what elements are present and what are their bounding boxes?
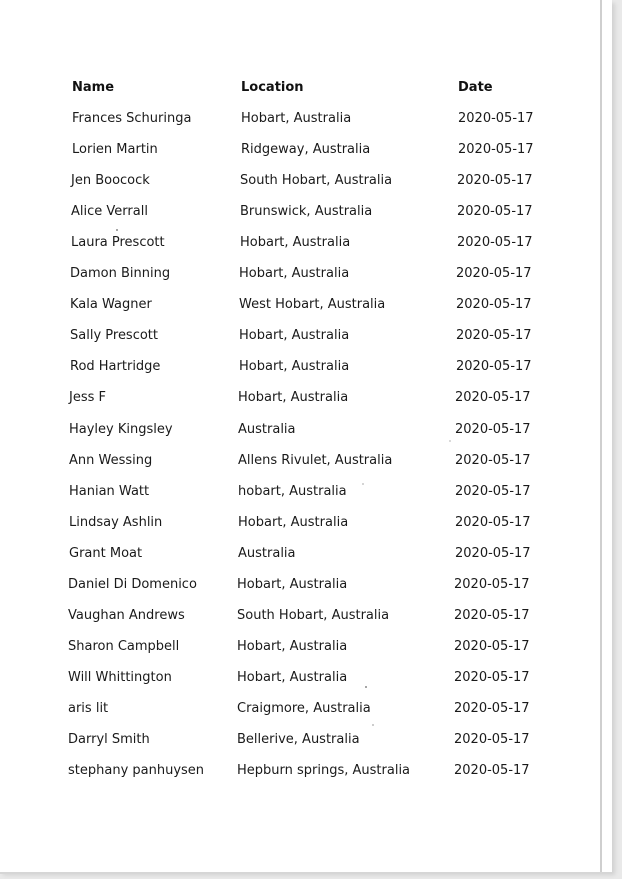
table-row bbox=[0, 140, 612, 160]
cell-date: 2020-05-17 bbox=[456, 328, 532, 343]
header-date: Date bbox=[458, 80, 493, 95]
cell-name: Grant Moat bbox=[69, 546, 143, 561]
page-edge-bottom bbox=[0, 872, 612, 874]
cell-name: Rod Hartridge bbox=[70, 359, 161, 374]
cell-location: Craigmore, Australia bbox=[237, 701, 371, 716]
cell-date: 2020-05-17 bbox=[457, 173, 533, 188]
cell-location: Ridgeway, Australia bbox=[241, 142, 371, 157]
cell-name: Sally Prescott bbox=[70, 328, 159, 343]
cell-date: 2020-05-17 bbox=[454, 763, 530, 778]
table-row bbox=[0, 575, 612, 595]
header-location: Location bbox=[241, 80, 304, 95]
header-name: Name bbox=[72, 80, 115, 95]
cell-location: hobart, Australia bbox=[238, 484, 347, 499]
cell-name: Hayley Kingsley bbox=[69, 422, 173, 437]
cell-date: 2020-05-17 bbox=[457, 204, 533, 219]
cell-date: 2020-05-17 bbox=[454, 577, 530, 592]
cell-location: Hobart, Australia bbox=[238, 515, 349, 530]
table-row bbox=[0, 295, 612, 315]
table-row bbox=[0, 388, 612, 408]
scan-speck bbox=[365, 686, 367, 688]
table-row bbox=[0, 699, 612, 719]
cell-name: Will Whittington bbox=[68, 670, 172, 685]
table-row bbox=[0, 544, 612, 564]
table-row bbox=[0, 730, 612, 750]
cell-location: Australia bbox=[238, 546, 296, 561]
table-row bbox=[0, 171, 612, 191]
cell-date: 2020-05-17 bbox=[455, 453, 531, 468]
cell-location: South Hobart, Australia bbox=[237, 608, 390, 623]
cell-date: 2020-05-17 bbox=[455, 390, 531, 405]
cell-name: Laura Prescott bbox=[71, 235, 165, 250]
cell-date: 2020-05-17 bbox=[454, 732, 530, 747]
cell-location: South Hobart, Australia bbox=[240, 173, 393, 188]
cell-name: Damon Binning bbox=[70, 266, 171, 281]
table-row bbox=[0, 637, 612, 657]
cell-location: Hobart, Australia bbox=[238, 390, 349, 405]
cell-date: 2020-05-17 bbox=[456, 297, 532, 312]
table-row bbox=[0, 326, 612, 346]
table-row bbox=[0, 451, 612, 471]
cell-location: Hepburn springs, Australia bbox=[237, 763, 411, 778]
cell-date: 2020-05-17 bbox=[455, 422, 531, 437]
cell-name: Jess F bbox=[69, 390, 106, 405]
cell-date: 2020-05-17 bbox=[455, 484, 531, 499]
cell-name: Vaughan Andrews bbox=[68, 608, 185, 623]
table-row bbox=[0, 482, 612, 502]
cell-location: Hobart, Australia bbox=[240, 235, 351, 250]
cell-date: 2020-05-17 bbox=[458, 142, 534, 157]
cell-name: stephany panhuysen bbox=[68, 763, 205, 778]
cell-name: Frances Schuringa bbox=[72, 111, 192, 126]
cell-location: Hobart, Australia bbox=[239, 359, 350, 374]
cell-name: aris lit bbox=[68, 701, 109, 716]
table-row bbox=[0, 513, 612, 533]
scan-speck bbox=[116, 229, 118, 231]
table-row bbox=[0, 606, 612, 626]
cell-location: Australia bbox=[238, 422, 296, 437]
cell-name: Daniel Di Domenico bbox=[68, 577, 197, 592]
table-row bbox=[0, 264, 612, 284]
scan-speck bbox=[449, 440, 451, 442]
table-row bbox=[0, 357, 612, 377]
table-row bbox=[0, 233, 612, 253]
table-row bbox=[0, 202, 612, 222]
cell-location: Hobart, Australia bbox=[239, 266, 350, 281]
cell-date: 2020-05-17 bbox=[458, 111, 534, 126]
cell-location: West Hobart, Australia bbox=[239, 297, 386, 312]
cell-location: Hobart, Australia bbox=[237, 670, 348, 685]
cell-date: 2020-05-17 bbox=[454, 608, 530, 623]
cell-date: 2020-05-17 bbox=[454, 701, 530, 716]
cell-name: Kala Wagner bbox=[70, 297, 152, 312]
cell-date: 2020-05-17 bbox=[454, 670, 530, 685]
cell-name: Ann Wessing bbox=[69, 453, 153, 468]
cell-name: Alice Verrall bbox=[71, 204, 148, 219]
table-row bbox=[0, 420, 612, 440]
cell-date: 2020-05-17 bbox=[456, 266, 532, 281]
cell-name: Lorien Martin bbox=[72, 142, 158, 157]
cell-location: Brunswick, Australia bbox=[240, 204, 373, 219]
table-header bbox=[0, 78, 612, 98]
scan-speck bbox=[362, 483, 364, 485]
cell-location: Hobart, Australia bbox=[241, 111, 352, 126]
cell-name: Sharon Campbell bbox=[68, 639, 180, 654]
table-row bbox=[0, 668, 612, 688]
cell-date: 2020-05-17 bbox=[457, 235, 533, 250]
cell-location: Hobart, Australia bbox=[239, 328, 350, 343]
table-row bbox=[0, 761, 612, 781]
cell-name: Darryl Smith bbox=[68, 732, 150, 747]
cell-location: Bellerive, Australia bbox=[237, 732, 360, 747]
cell-location: Allens Rivulet, Australia bbox=[238, 453, 393, 468]
cell-date: 2020-05-17 bbox=[455, 546, 531, 561]
cell-location: Hobart, Australia bbox=[237, 577, 348, 592]
cell-date: 2020-05-17 bbox=[455, 515, 531, 530]
cell-date: 2020-05-17 bbox=[454, 639, 530, 654]
cell-name: Lindsay Ashlin bbox=[69, 515, 163, 530]
cell-name: Hanian Watt bbox=[69, 484, 150, 499]
cell-date: 2020-05-17 bbox=[456, 359, 532, 374]
table-row bbox=[0, 109, 612, 129]
cell-name: Jen Boocock bbox=[71, 173, 150, 188]
scan-speck bbox=[372, 724, 374, 726]
cell-location: Hobart, Australia bbox=[237, 639, 348, 654]
